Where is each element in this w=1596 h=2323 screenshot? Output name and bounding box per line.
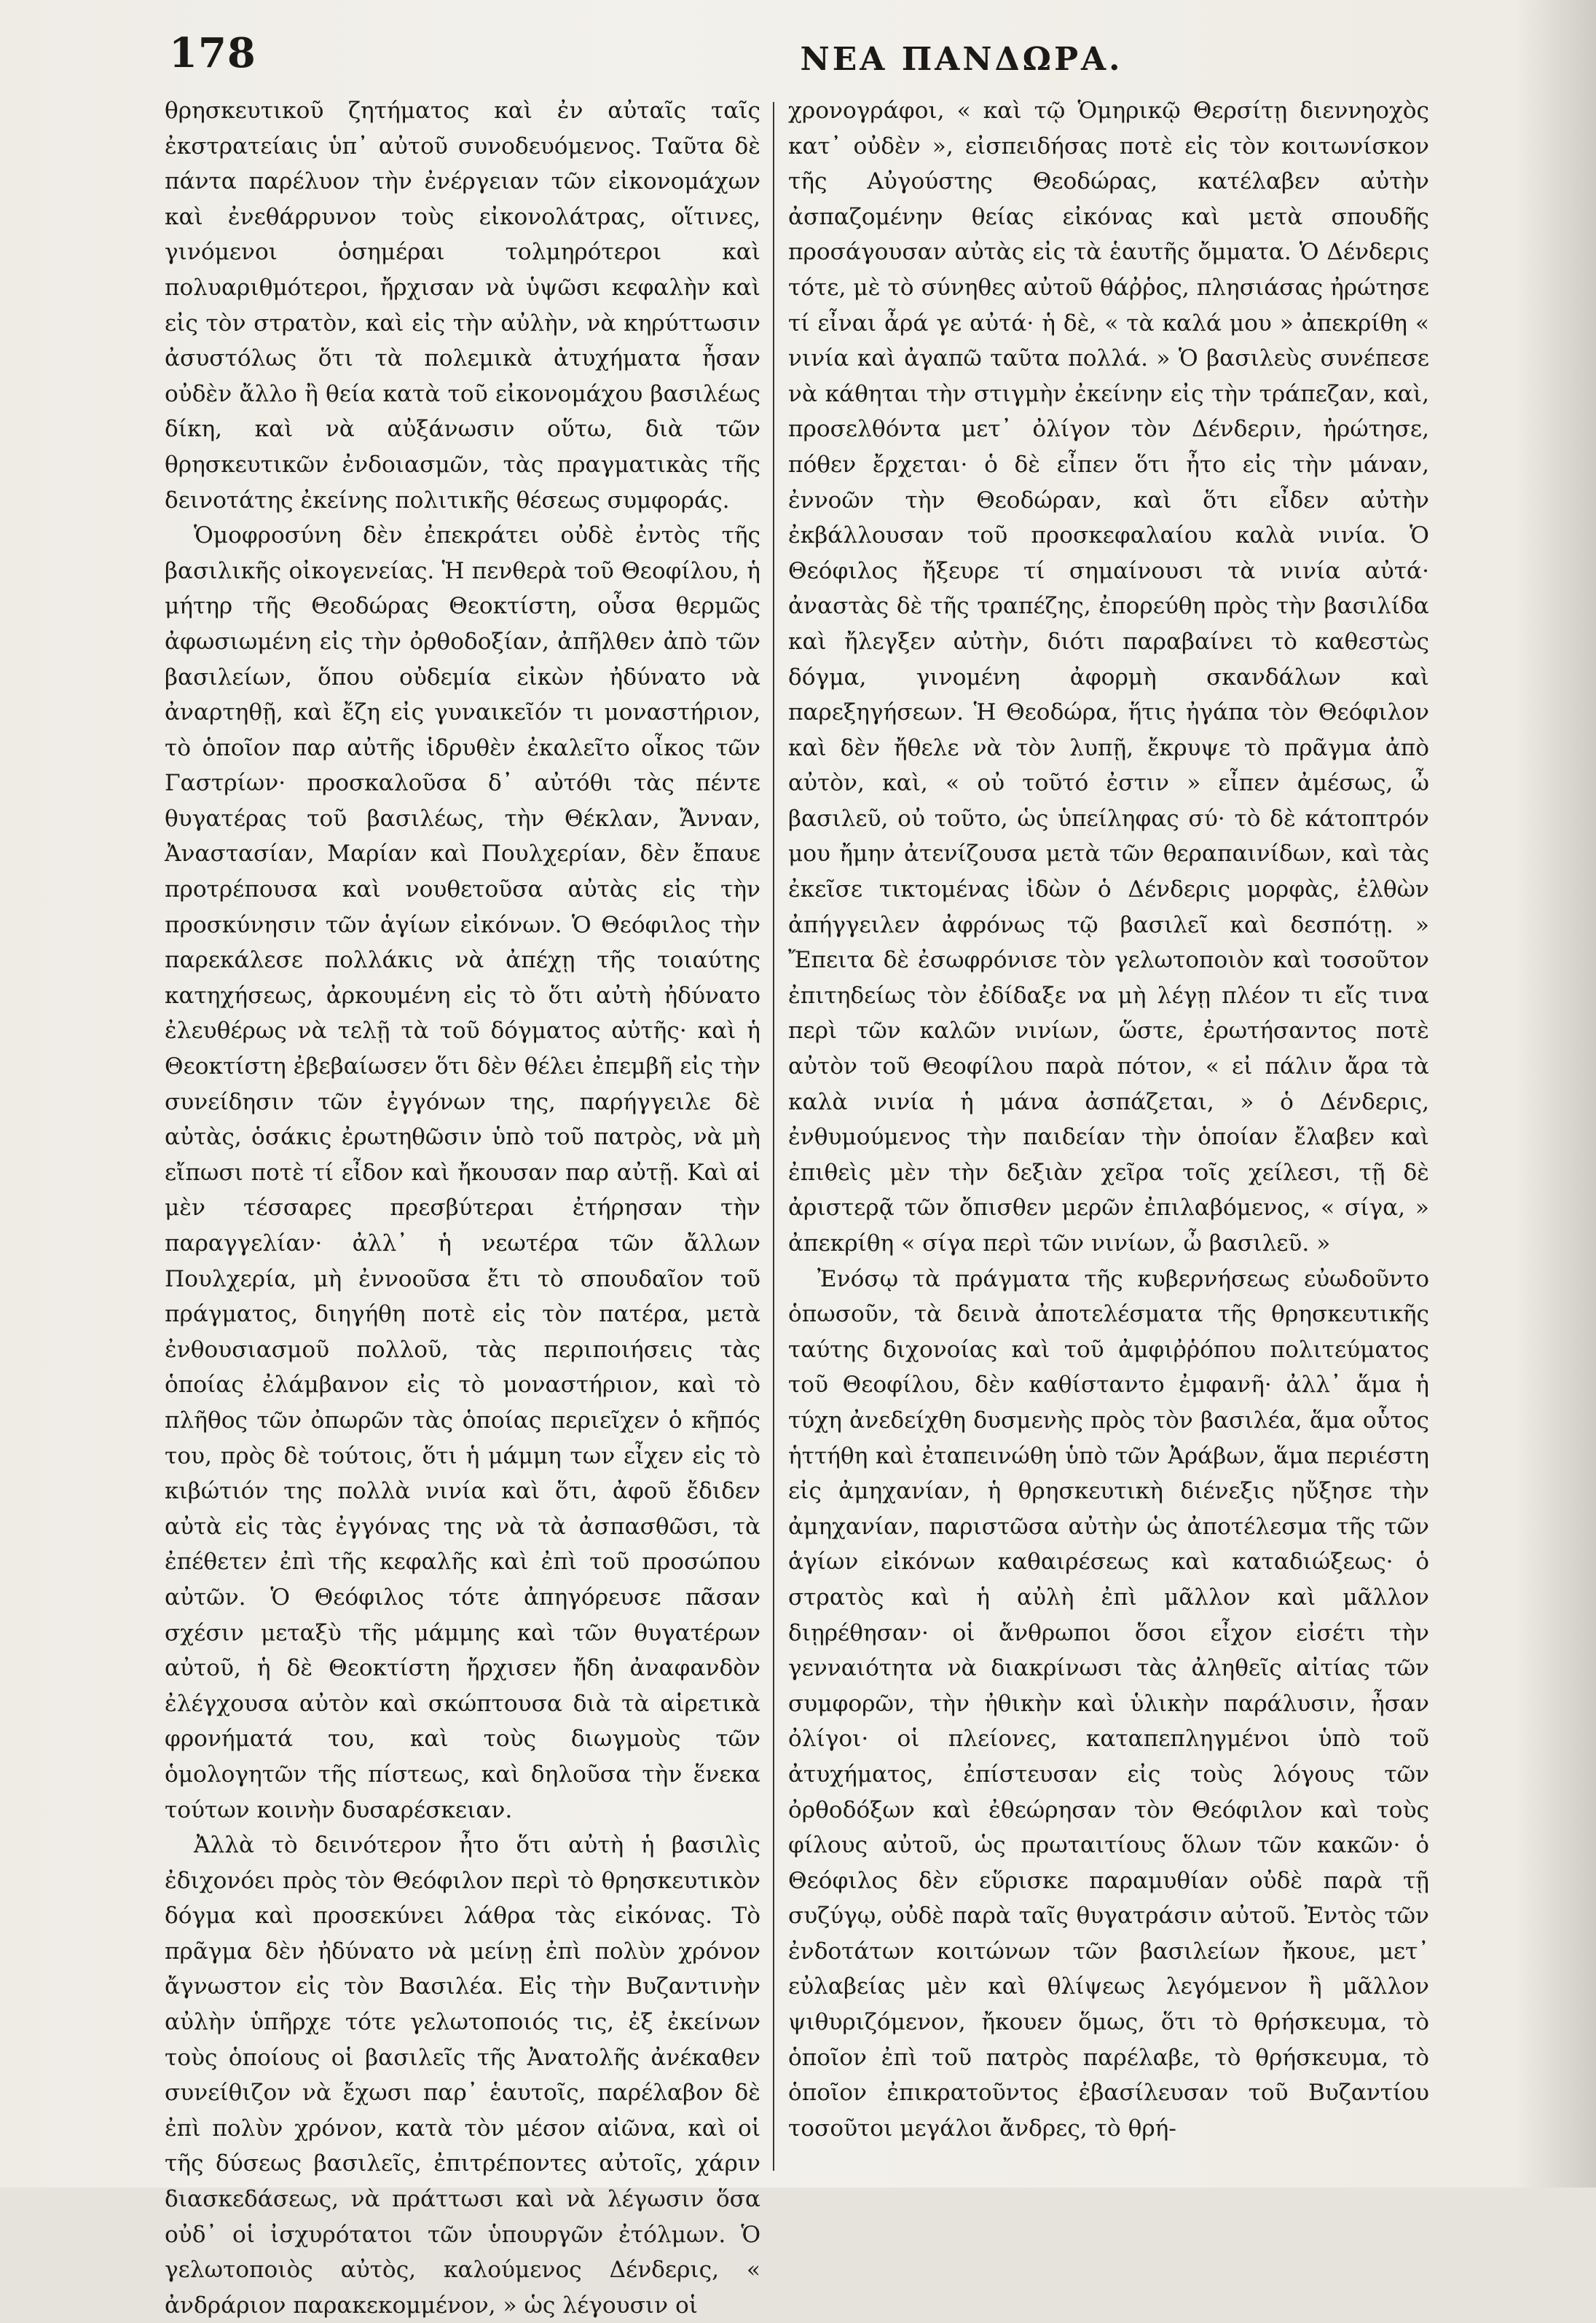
paragraph: Ἐνόσῳ τὰ πράγματα τῆς κυβερνήσεως εὐωδοῦντο ὁπωσοῦν, τὰ δεινὰ ἀποτελέσματα τῆς θρησκευτικῆς ταύτης διχονοίας καὶ τοῦ ἀμφιῤῥόπου πολιτεύματος τοῦ Θεοφίλου, δὲν καθίσταντο ἐμφανῆ· ἀλλ᾽ ἅμα ἡ τύχη ἀνεδείχθη δυσμενὴς πρὸς τὸν βασιλέα, ἅμα οὗτος ἡττήθη καὶ ἐταπεινώθη ὑπὸ τῶν Ἀράβων, ἅμα περιέστη εἰς ἀμηχανίαν, ἡ θρησκευτικὴ διένεξις ηὔξησε τὴν ἀμηχανίαν, παριστῶσα αὐτὴν ὡς ἀποτέλεσμα τῆς τῶν ἁγίων εἰκόνων καθαιρέσεως καὶ καταδιώξεως· ὁ στρατὸς καὶ ἡ αὐλὴ ἐπὶ μᾶλλον καὶ μᾶλλον διῃρέθησαν· οἱ ἄνθρωποι ὅσοι εἶχον εἰσέτι τὴν γενναιότητα νὰ διακρίνωσι τὰς ἀληθεῖς αἰτίας τῶν συμφορῶν, τὴν ἠθικὴν καὶ ὑλικὴν παράλυσιν, ἦσαν ὀλίγοι· οἱ πλείονες, καταπεπληγμένοι ὑπὸ τοῦ ἀτυχήματος, ἐπίστευσαν εἰς τοὺς λόγους τῶν ὀρθοδόξων καὶ ἐθεώρησαν τὸν Θεόφιλον καὶ τοὺς φίλους αὐτοῦ, ὡς πρωταιτίους ὅλων τῶν κακῶν· ὁ Θεόφιλος δὲν εὕρισκε παραμυθίαν οὐδὲ παρὰ τῇ συζύγῳ, οὐδὲ παρὰ ταῖς θυγατράσιν αὐτοῦ. Ἐντὸς τῶν ἐνδοτάτων κοιτώνων τῶν βασιλείων ἤκουε, μετ᾽ εὐλαβείας μὲν καὶ θλίψεως λεγόμενον ἢ μᾶλλον ψιθυριζόμενον, ἤκουεν ὅμως, ὅτι τὸ θρήσκευμα, τὸ ὁποῖον ἐπὶ τοῦ πατρὸς παρέλαβε, τὸ θρήσκευμα, τὸ ὁποῖον ἐπικρατοῦντος ἐβασίλευσαν τοῦ Βυζαντίου τοσοῦτοι μεγάλοι ἄνδρες, τὸ θρή- [788,1265,1429,2142]
paragraph: θρησκευτικοῦ ζητήματος καὶ ἐν αὐταῖς ταῖς ἐκστρατείαις ὑπ᾽ αὐτοῦ συνοδευόμενος. Ταῦτα δὲ πάντα παρέλυον τὴν ἐνέργειαν τῶν εἰκονομάχων καὶ ἐνεθάρρυνον τοὺς εἰκονολάτρας, οἵτινες, γινόμενοι ὁσημέραι τολμηρότεροι καὶ πολυαριθμότεροι, ἤρχισαν νὰ ὑψῶσι κεφαλὴν καὶ εἰς τὸν στρατὸν, καὶ εἰς τὴν αὐλὴν, νὰ κηρύττωσιν ἀσυστόλως ὅτι τὰ πολεμικὰ ἀτυχήματα ἦσαν οὐδὲν ἄλλο ἢ θεία κατὰ τοῦ εἰκονομάχου βασιλέως δίκη, καὶ νὰ αὐξάνωσιν οὕτω, διὰ τῶν θρησκευτικῶν ἐνδοιασμῶν, τὰς πραγματικὰς τῆς δεινοτάτης ἐκείνης πολιτικῆς θέσεως συμφοράς. [165,98,760,514]
running-title: ΝΕΑ ΠΑΝΔΩΡΑ. [800,41,1123,78]
left-column [165,93,760,2319]
paragraph: Ἀλλὰ τὸ δεινότερον ἦτο ὅτι αὐτὴ ἡ βασιλὶς ἐδιχονόει πρὸς τὸν Θεόφιλον περὶ τὸ θρησκευτικὸν δόγμα καὶ προσεκύνει λάθρα τὰς εἰκόνας. Τὸ πρᾶγμα δὲν ἠδύνατο νὰ μείνῃ ἐπὶ πολὺν χρόνον ἄγνωστον εἰς τὸν Βασιλέα. Εἰς τὴν Βυζαντινὴν αὐλὴν ὑπῆρχε τότε γελωτοποιός τις, ἐξ ἐκείνων τοὺς ὁποίους οἱ βασιλεῖς τῆς Ἀνατολῆς ἀνέκαθεν συνείθιζον νὰ ἔχωσι παρ᾽ ἑαυτοῖς, παρέλαβον δὲ ἐπὶ πολὺν χρόνον, κατὰ τὸν μέσον αἰῶνα, καὶ οἱ τῆς δύσεως βασιλεῖς, ἐπιτρέποντες αὐτοῖς, χάριν διασκεδάσεως, νὰ πράττωσι καὶ νὰ λέγωσιν ὅσα οὐδ᾽ οἱ ἰσχυρότατοι τῶν ὑπουργῶν ἐτόλμων. Ὁ γελωτοποιὸς αὐτὸς, καλούμενος Δένδερις, « ἀνδράριον παρακεκομμένον, » ὡς λέγουσιν οἱ [165,1832,760,2319]
page-number: 178 [169,29,256,77]
page-edge-shadow [1516,0,1596,2188]
paragraph: χρονογράφοι, « καὶ τῷ Ὁμηρικῷ Θερσίτῃ διεννηοχὸς κατ᾽ οὐδὲν », εἰσπειδήσας ποτὲ εἰς τὸν κοιτωνίσκον τῆς Αὐγούστης Θεοδώρας, κατέλαβεν αὐτὴν ἀσπαζομένην θείας εἰκόνας καὶ μετὰ σπουδῆς προσάγουσαν αὐτὰς εἰς τὰ ἑαυτῆς ὄμματα. Ὁ Δένδερις τότε, μὲ τὸ σύνηθες αὐτοῦ θάῤῥος, πλησιάσας ἠρώτησε τί εἶναι ἆρά γε αὐτά· ἡ δὲ, « τὰ καλά μου » ἀπεκρίθη « νινία καὶ ἀγαπῶ ταῦτα πολλά. » Ὁ βασιλεὺς συνέπεσε νὰ κάθηται τὴν στιγμὴν ἐκείνην εἰς τὴν τράπεζαν, καὶ, προσελθόντα μετ᾽ ὀλίγον τὸν Δένδεριν, ἠρώτησε, πόθεν ἔρχεται· ὁ δὲ εἶπεν ὅτι ἦτο εἰς τὴν μάναν, ἐννοῶν τὴν Θεοδώραν, καὶ ὅτι εἶδεν αὐτὴν ἐκβάλλουσαν τοῦ προσκεφαλαίου καλὰ νινία. Ὁ Θεόφιλος ἤξευρε τί σημαίνουσι τὰ νινία αὐτά· ἀναστὰς δὲ τῆς τραπέζης, ἐπορεύθη πρὸς τὴν βασιλίδα καὶ ἤλεγξεν αὐτὴν, διότι παραβαίνει τὸ καθεστὼς δόγμα, γινομένη ἀφορμὴ σκανδάλων καὶ παρεξηγήσεων. Ἡ Θεοδώρα, ἥτις ἠγάπα τὸν Θεόφιλον καὶ δὲν ἤθελε νὰ τὸν λυπῇ, ἔκρυψε τὸ πρᾶγμα ἀπὸ αὐτὸν, καὶ, « οὐ τοῦτό ἐστιν » εἶπεν ἀμέσως, ὦ βασιλεῦ, οὐ τοῦτο, ὡς ὑπείληφας σύ· τὸ δὲ κάτοπτρόν μου ἤμην ἀτενίζουσα μετὰ τῶν θεραπαινίδων, καὶ τὰς ἐκεῖσε τικτομένας ἰδὼν ὁ Δένδερις μορφὰς, ἐλθὼν ἀπήγγειλεν ἀφρόνως τῷ βασιλεῖ καὶ δεσπότῃ. » Ἔπειτα δὲ ἐσωφρόνισε τὸν γελωτοποιὸν καὶ τοσοῦτον ἐπιτηδείως τὸν ἐδίδαξε να μὴ λέγῃ πλέον τι εἴς τινα περὶ τῶν καλῶν νινίων, ὥστε, ἐρωτήσαντος ποτὲ αὐτὸν τοῦ Θεοφίλου παρὰ πότον, « εἰ πάλιν ἄρα τὰ καλὰ νινία ἡ μάνα ἀσπάζεται, » ὁ Δένδερις, ἐνθυμούμενος τὴν παιδείαν τὴν ὁποίαν ἔλαβεν καὶ ἐπιθεὶς μὲν τὴν δεξιὰν χεῖρα τοῖς χείλεσι, τῇ δὲ ἀριστερᾷ τῶν ὄπισθεν μερῶν ἐπιλαβόμενος, « σίγα, » ἀπεκρίθη « σίγα περὶ τῶν νινίων, ὦ βασιλεῦ. » [788,98,1429,1257]
right-column [788,93,1429,2177]
column-divider [773,102,774,2171]
paragraph: Ὁμοφροσύνη δὲν ἐπεκράτει οὐδὲ ἐντὸς τῆς βασιλικῆς οἰκογενείας. Ἡ πενθερὰ τοῦ Θεοφίλου, ἡ μήτηρ τῆς Θεοδώρας Θεοκτίστη, οὖσα θερμῶς ἀφωσιωμένη εἰς τὴν ὀρθοδοξίαν, ἀπῆλθεν ἀπὸ τῶν βασιλείων, ὅπου οὐδεμία εἰκὼν ἠδύνατο νὰ ἀναρτηθῇ, καὶ ἔζη εἰς γυναικεῖόν τι μοναστήριον, τὸ ὁποῖον παρ αὐτῆς ἱδρυθὲν ἐκαλεῖτο οἶκος τῶν Γαστρίων· προσκαλοῦσα δ᾽ αὐτόθι τὰς πέντε θυγατέρας τοῦ βασιλέως, τὴν Θέκλαν, Ἄνναν, Ἀναστασίαν, Μαρίαν καὶ Πουλχερίαν, δὲν ἔπαυε προτρέπουσα καὶ νουθετοῦσα αὐτὰς εἰς τὴν προσκύνησιν τῶν ἁγίων εἰκόνων. Ὁ Θεόφιλος τὴν παρεκάλεσε πολλάκις νὰ ἀπέχῃ τῆς τοιαύτης κατηχήσεως, ἀρκουμένη εἰς τὸ ὅτι αὐτὴ ἠδύνατο ἐλευθέρως νὰ τελῇ τὰ τοῦ δόγματος αὐτῆς· καὶ ἡ Θεοκτίστη ἐβεβαίωσεν ὅτι δὲν θέλει ἐπεμβῆ εἰς τὴν συνείδησιν τῶν ἐγγόνων της, παρήγγειλε δὲ αὐτὰς, ὁσάκις ἐρωτηθῶσιν ὑπὸ τοῦ πατρὸς, νὰ μὴ εἴπωσι ποτὲ τί εἶδον καὶ ἤκουσαν παρ αὐτῇ. Καὶ αἱ μὲν τέσσαρες πρεσβύτεραι ἐτήρησαν τὴν παραγγελίαν· ἀλλ᾽ ἡ νεωτέρα τῶν ἄλλων Πουλχερία, μὴ ἐννοοῦσα ἔτι τὸ σπουδαῖον τοῦ πράγματος, διηγήθη ποτὲ εἰς τὸν πατέρα, μετὰ ἐνθουσιασμοῦ πολλοῦ, τὰς περιποιήσεις τὰς ὁποίας ἐλάμβανον εἰς τὸ μοναστήριον, καὶ τὸ πλῆθος τῶν ὀπωρῶν τὰς ὁποίας περιεῖχεν ὁ κῆπός του, πρὸς δὲ τούτοις, ὅτι ἡ μάμμη των εἶχεν εἰς τὸ κιβώτιόν της πολλὰ νινία καὶ ὅτι, ἀφοῦ ἔδιδεν αὐτὰ εἰς τὰς ἐγγόνας της νὰ τὰ ἀσπασθῶσι, τὰ ἐπέθετεν ἐπὶ τῆς κεφαλῆς καὶ ἐπὶ τοῦ προσώπου αὐτῶν. Ὁ Θεόφιλος τότε ἀπηγόρευσε πᾶσαν σχέσιν μεταξὺ τῆς μάμμης καὶ τῶν θυγατέρων αὐτοῦ, ἡ δὲ Θεοκτίστη ἤρχισεν ἤδη ἀναφανδὸν ἐλέγχουσα αὐτὸν καὶ σκώπτουσα διὰ τὰ αἱρετικὰ φρονήματά του, καὶ τοὺς διωγμοὺς τῶν ὁμολογητῶν τῆς πίστεως, καὶ δηλοῦσα τὴν ἕνεκα τούτων κοινὴν δυσαρέσκειαν. [165,522,760,1823]
